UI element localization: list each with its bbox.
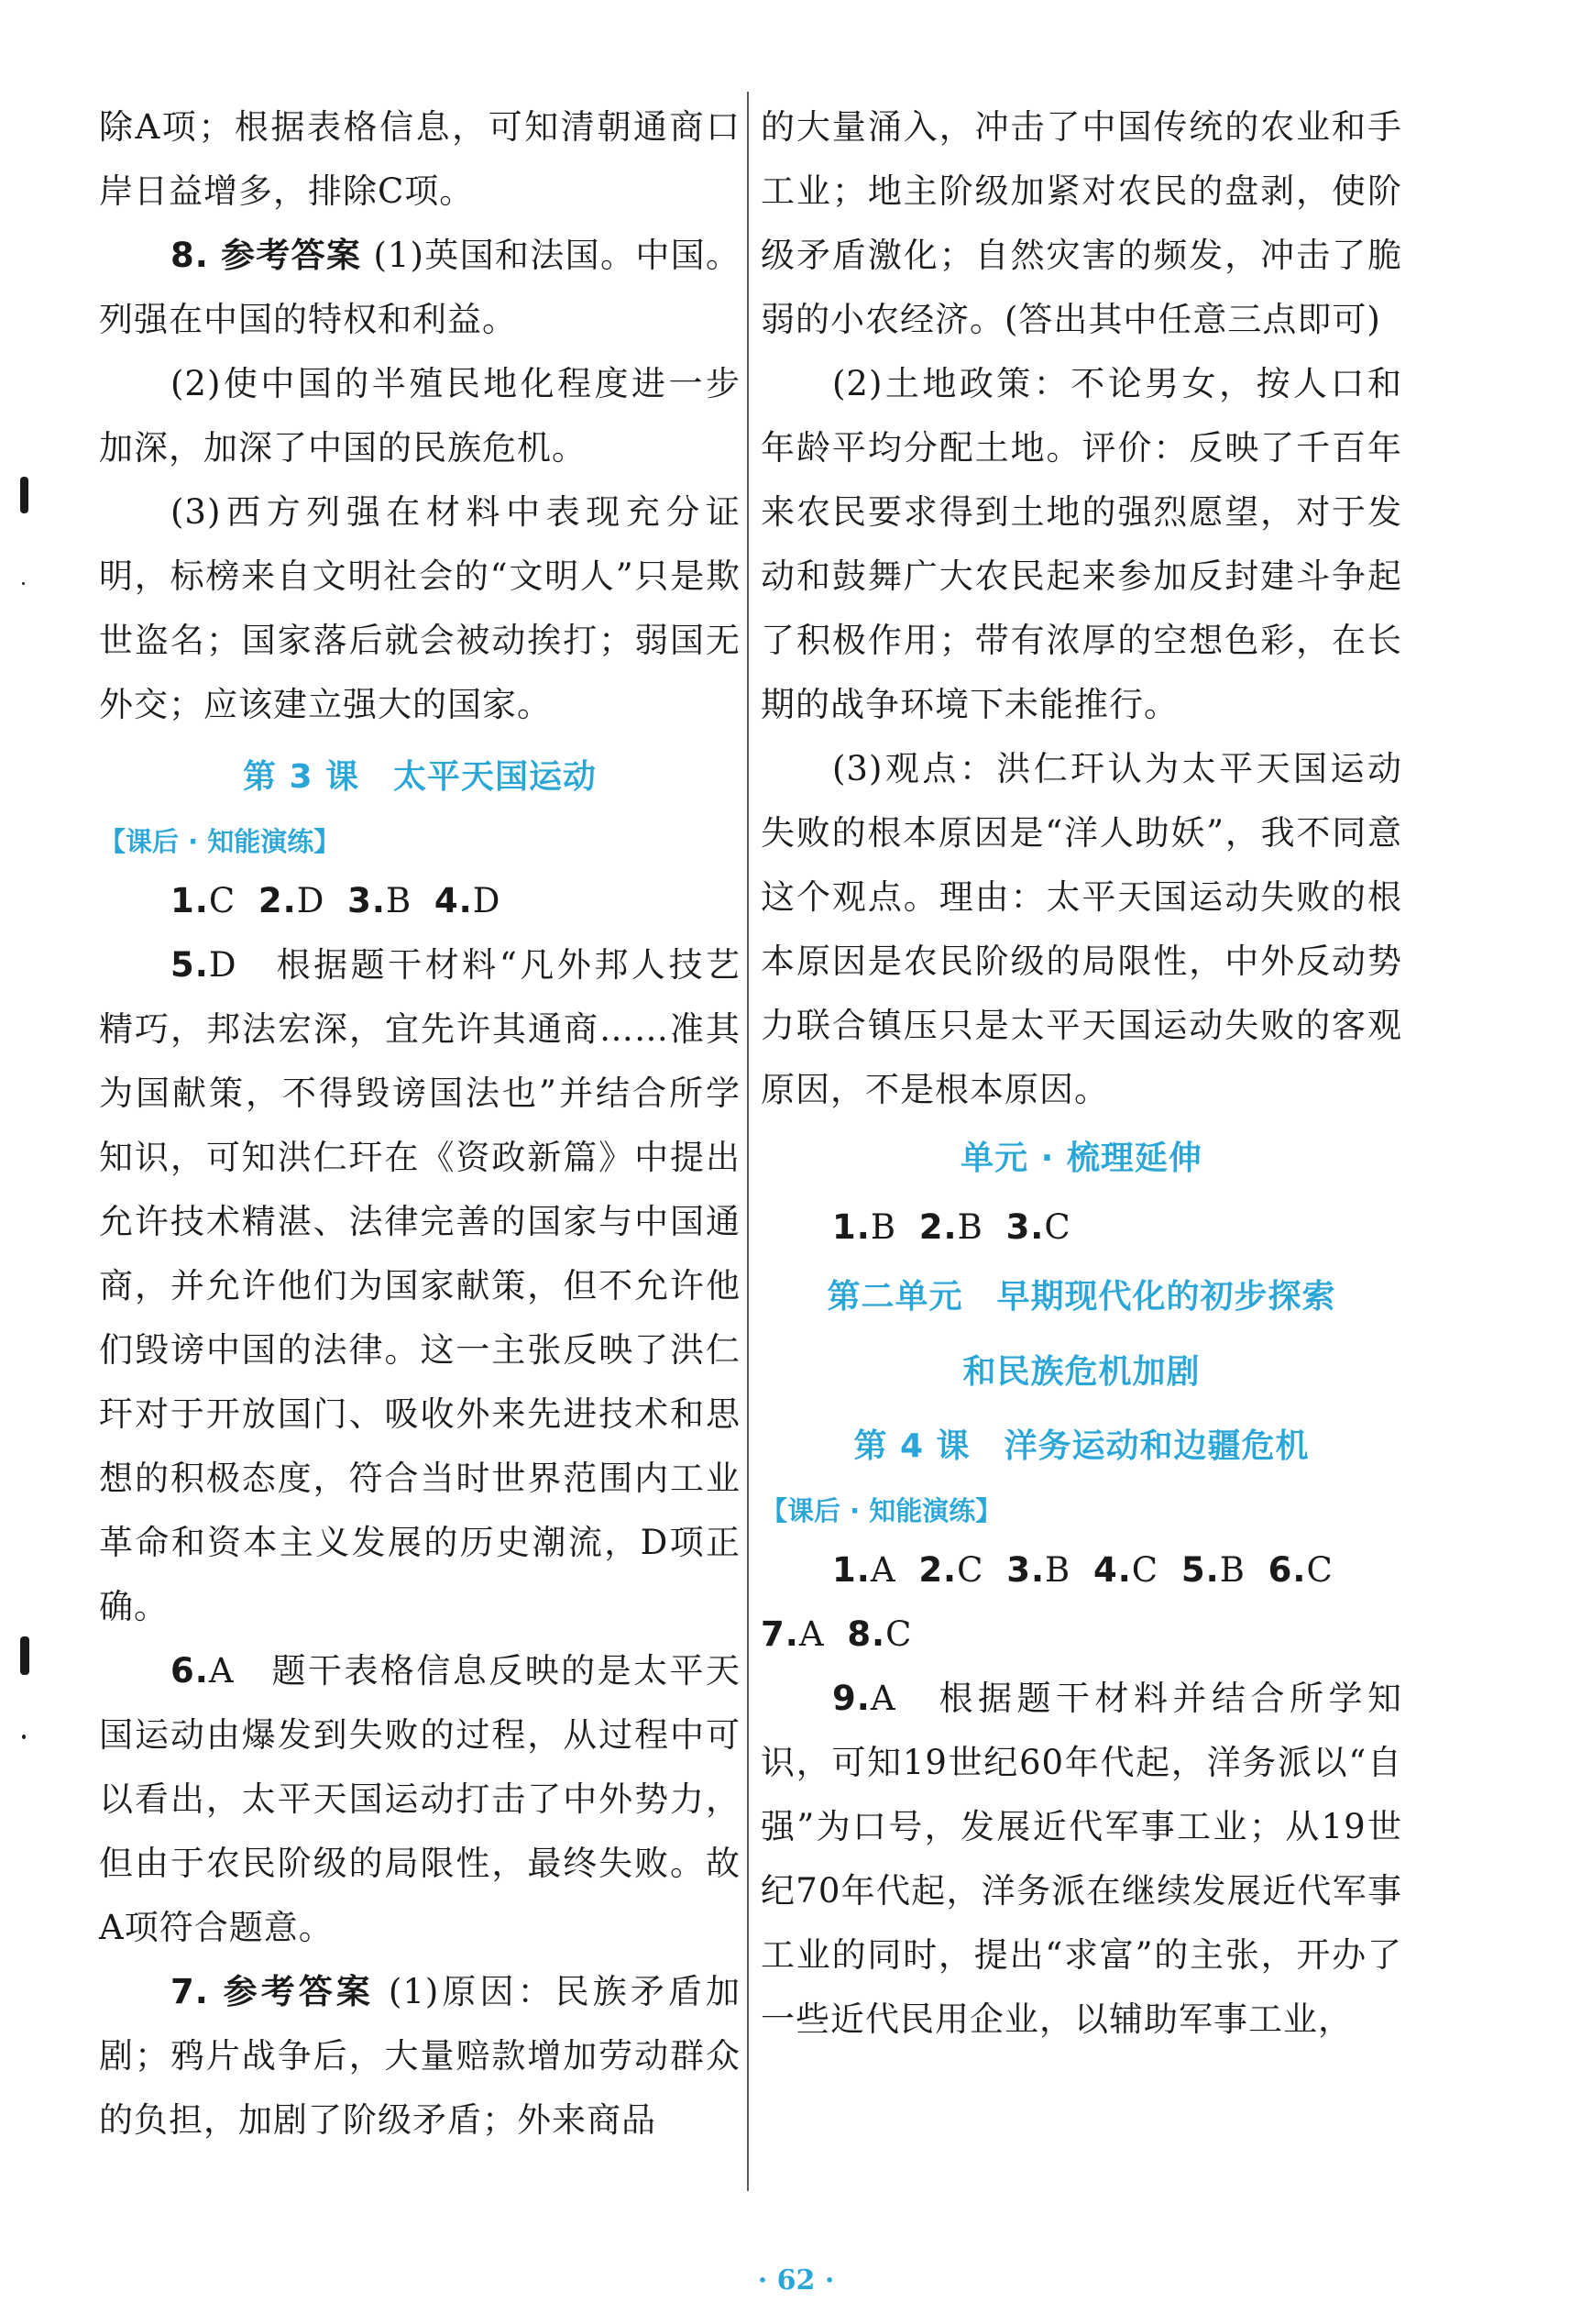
question-8-part-3: (3)西方列强在材料中表现充分证明，标榜来自文明社会的“文明人”只是欺世盗名；国家落后就会被动挨打；弱国无外交；应该建立强大的国家。 <box>99 492 741 724</box>
answer-text: (1)原因：民族矛盾加剧；鸦片战争后，大量赔款增加劳动群众的负担，加剧了阶级矛盾；外来商品 <box>99 1972 741 2140</box>
answer-choice: C <box>957 1550 984 1590</box>
question-number: 6. <box>170 1651 209 1691</box>
column-divider <box>747 92 749 2191</box>
answer-choice: A <box>798 1614 825 1654</box>
question-number: 2. <box>258 881 297 920</box>
left-column <box>99 95 741 2153</box>
question-number: 5. <box>170 945 209 985</box>
question-number: 1. <box>170 881 209 920</box>
lesson-4-heading: 第 4 课 洋务运动和边疆危机 <box>853 1427 1310 1465</box>
answer-choice: D <box>208 945 237 985</box>
question-number: 2. <box>918 1550 958 1590</box>
question-7 <box>99 1960 741 2153</box>
answer-text: (1)英国和法国。中国。列强在中国的特权和利益。 <box>99 236 741 339</box>
scan-mark <box>22 1735 26 1739</box>
answer-row <box>99 869 741 933</box>
question-number: 3. <box>1006 1550 1046 1590</box>
answer-choice: C <box>208 881 236 920</box>
question-8 <box>99 224 741 352</box>
question-7-part-3: (3)观点：洪仁玕认为太平天国运动失败的根本原因是“洋人助妖”，我不同意这个观点。理由：太平天国运动失败的根本原因是农民阶级的局限性，中外反动势力联合镇压只是太平天国运动失败的客观原因，不是根本原因。 <box>761 749 1402 1109</box>
question-7-continuation: 的大量涌入，冲击了中国传统的农业和手工业；地主阶级加紧对农民的盘剥，使阶级矛盾激化；自然灾害的频发，冲击了脆弱的小农经济。(答出其中任意三点即可) <box>761 107 1402 339</box>
question-number: 9. <box>832 1679 871 1718</box>
question-number: 1. <box>832 1207 871 1247</box>
answer-choice: C <box>885 1614 913 1654</box>
answer-keyword: 参考答案 <box>220 236 362 275</box>
explanation-text: 根据题干材料“凡外邦人技艺精巧，邦法宏深，宜先许其通商……准其为国献策，不得毁谤国法也”并结合所学知识，可知洪仁玕在《资政新篇》中提出允许技术精湛、法律完善的国家与中国通商，并允许他们为国家献策，但不允许他们毁谤中国的法律。这一主张反映了洪仁玕对于开放国门、吸收外来先进技术和思想的积极态度，符合当时世界范围内工业革命和资本主义发展的历史潮流，D项正确。 <box>99 945 741 1626</box>
scan-mark <box>20 1636 29 1675</box>
explanation-text: 根据题干材料并结合所学知识，可知19世纪60年代起，洋务派以“自强”为口号，发展近代军事工业；从19世纪70年代起，洋务派在继续发展近代军事工业的同时，提出“求富”的主张，开办了一些近代民用企业，以辅助军事工业， <box>761 1679 1403 2039</box>
page-number: · 62 · <box>757 2264 835 2296</box>
answer-row <box>761 1603 1402 1667</box>
question-number: 2. <box>918 1207 958 1247</box>
scan-mark <box>20 477 28 513</box>
question-8-part-2: (2)使中国的半殖民地化程度进一步加深，加深了中国的民族危机。 <box>99 364 741 468</box>
question-number: 4. <box>434 881 473 920</box>
right-column <box>761 95 1402 2052</box>
answer-choice: B <box>385 881 412 920</box>
question-9 <box>761 1667 1402 2052</box>
unit-review-heading: 单元 · 梳理延伸 <box>961 1140 1202 1177</box>
question-number: 7. <box>170 1972 209 2011</box>
question-number: 8. <box>170 236 209 275</box>
unit-2-heading <box>761 1260 1402 1410</box>
question-number: 1. <box>832 1550 871 1590</box>
answer-keyword: 参考答案 <box>223 1972 375 2011</box>
answer-row <box>761 1195 1402 1260</box>
paragraph-continuation: 除A项；根据表格信息，可知清朝通商口岸日益增多，排除C项。 <box>99 107 741 211</box>
question-6 <box>99 1639 741 1960</box>
question-number: 4. <box>1092 1550 1132 1590</box>
answer-choice: D <box>472 881 501 920</box>
answer-choice: A <box>208 1651 235 1691</box>
explanation-text: 题干表格信息反映的是太平天国运动由爆发到失败的过程，从过程中可以看出，太平天国运动打击了中外势力，但由于农民阶级的局限性，最终失败。故A项符合题意。 <box>99 1651 741 1947</box>
answer-choice: B <box>957 1207 983 1247</box>
answer-choice: B <box>1219 1550 1246 1590</box>
question-number: 3. <box>347 881 386 920</box>
question-number: 5. <box>1180 1550 1220 1590</box>
question-5 <box>99 933 741 1639</box>
answer-choice: A <box>870 1679 896 1718</box>
section-tag: 【课后 · 知能演练】 <box>761 1495 1003 1526</box>
answer-choice: D <box>296 881 325 920</box>
unit-2-heading-line-1: 第二单元 早期现代化的初步探索 <box>827 1278 1336 1316</box>
answer-choice: A <box>870 1550 896 1590</box>
lesson-3-heading: 第 3 课 太平天国运动 <box>242 758 598 796</box>
question-number: 6. <box>1268 1550 1307 1590</box>
section-tag: 【课后 · 知能演练】 <box>99 826 341 857</box>
question-7-part-2: (2)土地政策：不论男女，按人口和年龄平均分配土地。评价：反映了千百年来农民要求得到土地的强烈愿望，对于发动和鼓舞广大农民起来参加反封建斗争起了积极作用；带有浓厚的空想色彩，在长期的战争环境下未能推行。 <box>761 364 1402 724</box>
question-number: 3. <box>1005 1207 1045 1247</box>
answer-choice: C <box>1131 1550 1159 1590</box>
unit-2-heading-line-2: 和民族危机加剧 <box>962 1353 1201 1391</box>
question-number: 7. <box>761 1614 799 1654</box>
answer-choice: B <box>870 1207 897 1247</box>
answer-choice: B <box>1045 1550 1071 1590</box>
scan-mark <box>22 582 25 585</box>
answer-choice: C <box>1044 1207 1071 1247</box>
question-number: 8. <box>847 1614 886 1654</box>
answer-row <box>761 1538 1402 1603</box>
answer-choice: C <box>1306 1550 1334 1590</box>
